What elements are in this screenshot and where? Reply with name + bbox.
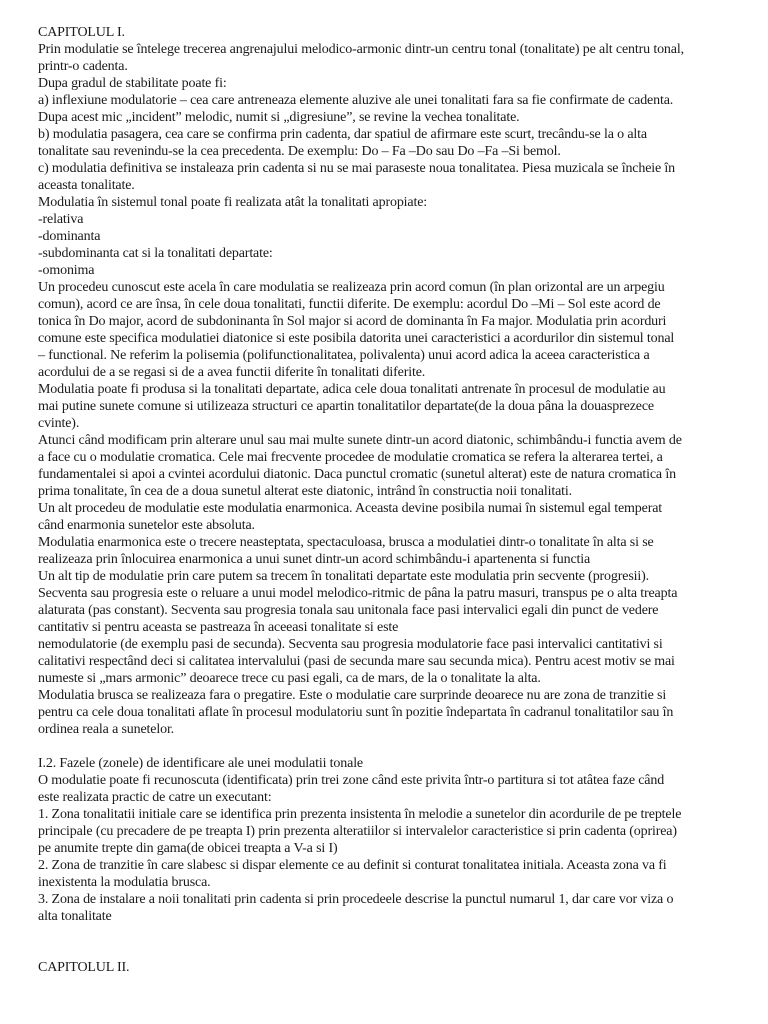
- text-line: tonica în Do major, acord de subdoninanta în Sol major si acord de dominanta în Fa major. Modulatia prin acorduri: [38, 314, 667, 329]
- text-line: Modulatia enarmonica este o trecere neasteptata, spectaculoasa, brusca a modulatiei dintr-o tonalitate în alta si se: [38, 535, 654, 550]
- text-line: -relativa: [38, 212, 84, 227]
- section-1-2: [38, 755, 753, 925]
- text-line: Un alt tip de modulatie prin care putem sa trecem în tonalitati departate este modulatia prin secvente (progresii).: [38, 569, 649, 584]
- text-line: ordinea reala a sunetelor.: [38, 722, 175, 737]
- text-line: Dupa acest mic „incident” melodic, numit si „digresiune”, se revine la vechea tonalitate.: [38, 110, 520, 125]
- text-line: mai putine sunete comune si utilizeaza structuri ce apartin tonalitatilor departate(de la doua pâna la douasprezece: [38, 399, 654, 414]
- text-line: cvinte).: [38, 416, 80, 431]
- text-line: Atunci când modificam prin alterare unul sau mai multe sunete dintr-un acord diatonic, schimbându-i functia avem de: [38, 433, 682, 448]
- text-line: comune este specifica modulatiei diatonice si este posibila datorita unei caracteristici a acordurilor din sistemul tonal: [38, 331, 675, 346]
- text-line: inexistenta la modulatia brusca.: [38, 875, 211, 890]
- text-line: comun), acord ce are însa, în cele doua tonalitati, functii diferite. De exemplu: acordul Do –Mi – Sol este acord de: [38, 297, 661, 312]
- text-line: fundamentalei si apoi a cvintei acordului diatonic. Daca punctul cromatic (sunetul alterat) este de natura cromatica în: [38, 467, 676, 482]
- text-line: calitativi respectând deci si calitatea intervalului (pasi de secunda mare sau secunda mica). Pentru acest motiv se mai: [38, 654, 675, 669]
- text-line: este realizata practic de catre un executant:: [38, 790, 272, 805]
- text-line: -dominanta: [38, 229, 101, 244]
- text-line: 1. Zona tonalitatii initiale care se identifica prin prezenta insistenta în melodie a sunetelor din acordurile de pe treptele: [38, 807, 682, 822]
- text-line: tonalitate sau revenindu-se la cea precedenta. De exemplu: Do – Fa –Do sau Do –Fa –Si bemol.: [38, 144, 561, 159]
- text-line: Secventa sau progresia este o reluare a unui model melodico-ritmic de pâna la patru masuri, transpus pe o alta treapta: [38, 586, 678, 601]
- paragraph-gap: [38, 738, 753, 755]
- document-body: [38, 24, 753, 976]
- text-line: pe anumite trepte din gama(de obicei treapta a V-a si I): [38, 841, 338, 856]
- text-line: acordului de a se regasi si de a avea functii diferite în tonalitati diferite.: [38, 365, 426, 380]
- text-line: -subdominanta cat si la tonalitati departate:: [38, 246, 273, 261]
- text-line: -omonima: [38, 263, 95, 278]
- text-line: c) modulatia definitiva se instaleaza prin cadenta si nu se mai paraseste noua tonalitatea. Piesa muzicala se încheie în: [38, 161, 676, 176]
- text-line: CAPITOLUL I.: [38, 25, 125, 40]
- text-line: Modulatia poate fi produsa si la tonalitati departate, adica cele doua tonalitati antrenate în procesul de modulatie au: [38, 382, 666, 397]
- text-line: 2. Zona de tranzitie în care slabesc si dispar elemente ce au definit si conturat tonalitatea initiala. Aceasta zona va fi: [38, 858, 667, 873]
- text-line: printr-o cadenta.: [38, 59, 128, 74]
- text-line: CAPITOLUL II.: [38, 960, 130, 975]
- text-line: b) modulatia pasagera, cea care se confirma prin cadenta, dar spatiul de afirmare este scurt, trecându-se la o alta: [38, 127, 647, 142]
- text-line: Modulatia brusca se realizeaza fara o pregatire. Este o modulatie care surprinde deoarece nu are zona de tranzitie si: [38, 688, 667, 703]
- text-line: când enarmonia sunetelor este absoluta.: [38, 518, 255, 533]
- text-line: cantitativ si pentru aceasta se pastreaza în aceeasi tonalitate si este: [38, 620, 399, 635]
- text-line: a face cu o modulatie cromatica. Cele mai frecvente procedee de modulatie cromatica se refera la alterarea tertei, a: [38, 450, 663, 465]
- paragraph-gap: [38, 925, 753, 959]
- text-line: Un procedeu cunoscut este acela în care modulatia se realizeaza prin acord comun (în plan orizontal are un arpegiu: [38, 280, 665, 295]
- text-line: alta tonalitate: [38, 909, 112, 924]
- text-line: principale (cu precadere de pe treapta I) prin prezenta alteratiilor si intervalelor caracteristice si prin cadenta (oprirea): [38, 824, 677, 839]
- text-line: Modulatia în sistemul tonal poate fi realizata atât la tonalitati apropiate:: [38, 195, 428, 210]
- text-line: a) inflexiune modulatorie – cea care antreneaza elemente aluzive ale unei tonalitati fara sa fie confirmate de cadenta.: [38, 93, 674, 108]
- text-line: realizeaza prin înlocuirea enarmonica a unui sunet dintr-un acord schimbându-i apartenenta si functia: [38, 552, 591, 567]
- text-line: Prin modulatie se întelege trecerea angrenajului melodico-armonic dintr-un centru tonal (tonalitate) pe alt centru tonal,: [38, 42, 684, 57]
- text-line: pentru ca cele doua tonalitati aflate în procesul modulatoriu sunt în pozitie îndepartata în cadranul tonalitatilor sau în: [38, 705, 674, 720]
- chapter-2-heading-block: [38, 959, 753, 976]
- chapter-1-section: [38, 24, 753, 738]
- text-line: aceasta tonalitate.: [38, 178, 135, 193]
- text-line: numeste si „mars armonic” deoarece trece cu pasi egali, ca de mars, de la o tonalitate la alta.: [38, 671, 541, 686]
- text-line: prima tonalitate, în cea de a doua sunetul alterat este diatonic, intrând în constructia noii tonalitati.: [38, 484, 572, 499]
- text-line: Un alt procedeu de modulatie este modulatia enarmonica. Aceasta devine posibila numai în sistemul egal temperat: [38, 501, 663, 516]
- text-line: alaturata (pas constant). Secventa sau progresia tonala sau unitonala face pasi intervalici egali din punct de vedere: [38, 603, 659, 618]
- text-line: Dupa gradul de stabilitate poate fi:: [38, 76, 227, 91]
- text-line: – functional. Ne referim la polisemia (polifunctionalitatea, polivalenta) unui acord adica la aceea caracteristica a: [38, 348, 650, 363]
- text-line: I.2. Fazele (zonele) de identificare ale unei modulatii tonale: [38, 756, 363, 771]
- text-line: nemodulatorie (de exemplu pasi de secunda). Secventa sau progresia modulatorie face pasi intervalici cantitativi si: [38, 637, 663, 652]
- text-line: 3. Zona de instalare a noii tonalitati prin cadenta si prin procedeele descrise la punctul numarul 1, dar care vor viza o: [38, 892, 674, 907]
- text-line: O modulatie poate fi recunoscuta (identificata) prin trei zone când este privita într-o partitura si tot atâtea faze când: [38, 773, 665, 788]
